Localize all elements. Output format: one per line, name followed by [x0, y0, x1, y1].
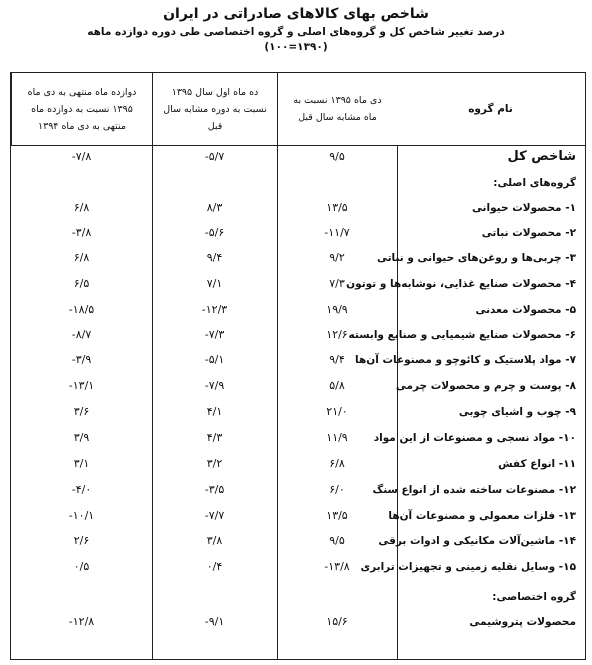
row-group-name: ۷- مواد پلاستیک و کائوچو و مصنوعات آن‌ها: [355, 354, 576, 366]
row-value-twelve-months: [11, 586, 152, 608]
row-value-dey-month: ۶/۰: [329, 483, 345, 496]
row-value-twelve-months: ۶/۸: [73, 201, 90, 214]
report-header: [0, 0, 592, 55]
row-value-dey-month: -۱۳/۸: [324, 560, 350, 573]
row-group-name: ۱۵- وسایل نقلیه زمینی و تجهیزات ترابری: [360, 561, 576, 573]
page-subtitle: درصد تغییر شاخص کل و گروه‌های اصلی و گروه اختصاصی طی دوره دوازده ماهه: [87, 26, 505, 38]
column-header-group-name: نام گروه: [468, 102, 513, 115]
row-value-ten-months: -۹/۱: [204, 615, 225, 628]
row-group-name: ۸- پوست و چرم و محصولات چرمی: [395, 380, 576, 392]
row-group-name: ۴- محصولات صنایع غذایی، نوشابه‌ها و توتون: [346, 278, 576, 290]
row-group-name: ۱۱- انواع کفش: [498, 458, 576, 470]
row-value-dey-month: ۱۱/۹: [326, 431, 348, 444]
row-value-dey-month: ۱۳/۵: [326, 201, 348, 214]
row-value-ten-months: -۵/۷: [204, 150, 225, 163]
table-row: [11, 556, 584, 578]
row-value-twelve-months: -۱۳/۱: [68, 379, 95, 392]
row-value-dey-month: ۱۳/۵: [326, 509, 348, 522]
row-group-name: شاخص کل: [507, 149, 576, 164]
row-value-dey-month: ۹/۴: [329, 353, 345, 366]
row-value-dey-month: [277, 586, 397, 608]
table-row: [11, 172, 584, 194]
table-row: [11, 611, 584, 633]
row-value-twelve-months: [11, 172, 152, 194]
row-value-twelve-months: -۳/۹: [71, 353, 92, 366]
row-value-twelve-months: ۰/۵: [73, 560, 90, 573]
table-row: [11, 197, 584, 219]
table-row: [11, 349, 584, 371]
row-value-twelve-months: ۲/۶: [73, 534, 90, 547]
table-row: [11, 586, 584, 608]
row-value-ten-months: ۴/۱: [206, 405, 223, 418]
row-value-dey-month: ۷/۳: [329, 277, 345, 290]
table-row: [11, 299, 584, 321]
row-value-ten-months: -۵/۶: [204, 226, 225, 239]
row-value-twelve-months: ۳/۱: [73, 457, 90, 470]
row-value-dey-month: ۵/۸: [329, 379, 345, 392]
row-value-ten-months: -۷/۷: [204, 509, 225, 522]
index-table: [10, 72, 586, 660]
row-value-ten-months: ۰/۴: [206, 560, 223, 573]
row-value-dey-month: ۹/۵: [329, 534, 345, 547]
row-group-name: گروه اختصاصی:: [492, 591, 576, 603]
row-value-twelve-months: -۱۰/۱: [68, 509, 95, 522]
row-value-twelve-months: -۸/۷: [71, 328, 92, 341]
row-value-dey-month: ۱۹/۹: [326, 303, 348, 316]
row-group-name: ۱- محصولات حیوانی: [471, 202, 576, 214]
table-row: [11, 273, 584, 295]
row-value-dey-month: ۱۲/۶: [326, 328, 348, 341]
row-group-name: محصولات پتروشیمی: [469, 616, 576, 628]
row-value-ten-months: -۵/۱: [204, 353, 225, 366]
row-value-twelve-months: -۱۸/۵: [68, 303, 95, 316]
table-row: [11, 453, 584, 475]
row-group-name: ۹- چوب و اشیای چوبی: [458, 406, 576, 418]
row-value-twelve-months: -۴/۰: [71, 483, 92, 496]
row-group-name: ۵- محصولات معدنی: [475, 304, 576, 316]
row-value-twelve-months: -۳/۸: [71, 226, 92, 239]
row-group-name: ۱۰- مواد نسجی و مصنوعات از این مواد: [373, 432, 576, 444]
column-header-dey-month: دی ماه ۱۳۹۵ نسبت به ماه مشابه سال قبل: [277, 73, 397, 145]
table-row: [11, 146, 584, 168]
row-value-twelve-months: ۳/۹: [73, 431, 90, 444]
row-group-name: گروه‌های اصلی:: [493, 177, 576, 189]
row-value-dey-month: ۱۵/۶: [326, 615, 348, 628]
row-value-dey-month: [277, 172, 397, 194]
row-group-name: ۱۳- فلزات معمولی و مصنوعات آن‌ها: [388, 510, 576, 522]
page-title: شاخص بهای کالاهای صادراتی در ایران: [163, 6, 429, 22]
row-group-name: ۲- محصولات نباتی: [481, 227, 576, 239]
row-group-name: ۶- محصولات صنایع شیمیایی و صنایع وابسته: [348, 329, 576, 341]
table-row: [11, 505, 584, 527]
row-value-ten-months: ۴/۳: [206, 431, 223, 444]
row-value-dey-month: ۶/۸: [329, 457, 345, 470]
row-value-ten-months: ۳/۸: [206, 534, 223, 547]
row-value-dey-month: ۹/۲: [329, 251, 345, 264]
row-value-ten-months: [152, 172, 277, 194]
column-header-twelve-months: دوازده ماه منتهی به دی ماه ۱۳۹۵ نسبت به دوازده ماه منتهی به دی ماه ۱۳۹۴: [11, 73, 152, 145]
row-group-name: ۱۲- مصنوعات ساخته شده از انواع سنگ: [372, 484, 576, 496]
row-value-twelve-months: -۱۲/۸: [68, 615, 95, 628]
table-row: [11, 324, 584, 346]
row-value-ten-months: -۱۲/۳: [201, 303, 228, 316]
row-value-twelve-months: ۶/۵: [73, 277, 90, 290]
row-value-dey-month: -۱۱/۷: [324, 226, 350, 239]
row-value-ten-months: ۸/۳: [206, 201, 223, 214]
row-value-ten-months: ۷/۱: [206, 277, 223, 290]
table-row: [11, 479, 584, 501]
row-value-ten-months: ۳/۲: [206, 457, 223, 470]
table-row: [11, 222, 584, 244]
row-value-ten-months: -۳/۵: [204, 483, 225, 496]
row-value-dey-month: ۲۱/۰: [326, 405, 348, 418]
row-value-ten-months: -۷/۹: [204, 379, 225, 392]
table-row: [11, 427, 584, 449]
table-row: [11, 530, 584, 552]
column-header-ten-months: ده ماه اول سال ۱۳۹۵ نسبت به دوره مشابه سال قبل: [152, 73, 277, 145]
row-value-twelve-months: ۶/۸: [73, 251, 90, 264]
row-value-ten-months: -۷/۳: [204, 328, 225, 341]
table-row: [11, 375, 584, 397]
row-group-name: ۳- چربی‌ها و روغن‌های حیوانی و نباتی: [376, 252, 576, 264]
row-value-dey-month: ۹/۵: [329, 150, 345, 163]
row-value-twelve-months: -۷/۸: [71, 150, 92, 163]
row-value-ten-months: [152, 586, 277, 608]
row-group-name: ۱۴- ماشین‌آلات مکانیکی و ادوات برقی: [378, 535, 576, 547]
table-row: [11, 401, 584, 423]
row-value-ten-months: ۹/۴: [206, 251, 223, 264]
table-row: [11, 247, 584, 269]
base-year-note: (۱۰۰=۱۳۹۰): [264, 41, 328, 53]
row-value-twelve-months: ۳/۶: [73, 405, 90, 418]
